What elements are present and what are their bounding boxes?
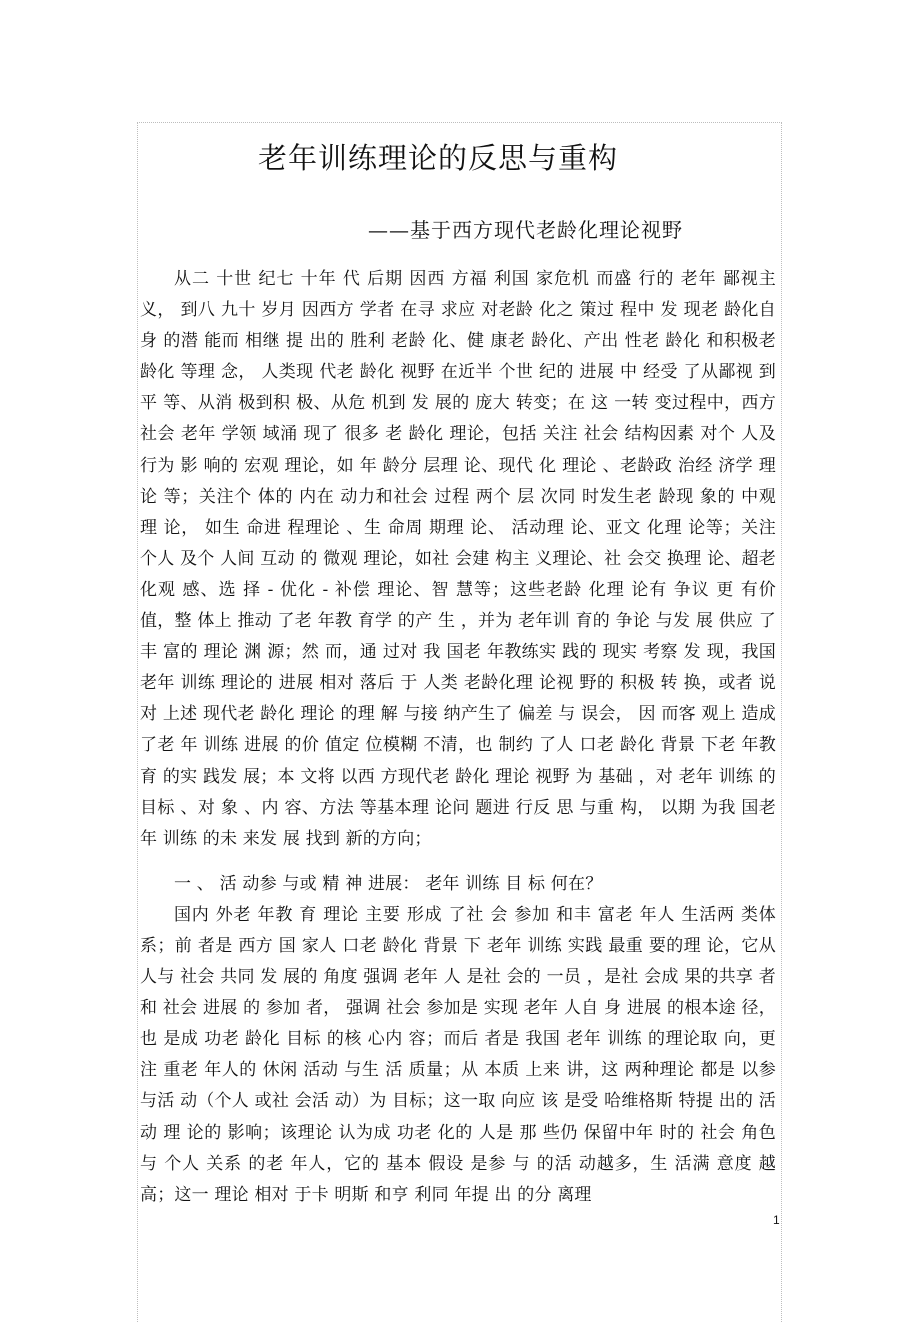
section-heading: 一 、 活 动参 与或 精 神 进展： 老年 训练 目 标 何在？ [174,873,603,894]
section-paragraph: 国内 外老 年教 育 理论 主要 形成 了社 会 参加 和丰 富老 年人 生活两 类体系；前 者是 西方 国 家人 口老 龄化 背景 下 老年 训练 实践 最重 要的理 论，它从 人与 社会 共同 发 展的 角度 强调 老年 人 是社 会的 一员 ，是社 会成 果的共享 者和 社会 进展 的 参加 者， 强调 社会 参加是 实现 老年 人自 身 进展 的根本途 径，也 是成 功老 龄化 目标 的核 心内 容；而后 者是 我国 老年 训练 的理论取 向，更注 重老 年人的 休闲 活动 与生 活 质量；从 本质 上来 讲，这 两种理论 都是 以参 与活 动（个人 或社 会活 动）为 目标；这一取 向应 该 是受 哈维格斯 特提 出的 活动 理 论的 影响；该理论 认为成 功老 化的 人是 那 些仍 保留中年 时的 社会 角色 与 个人 关系 的老 年人，它的 基本 假设 是参 与 的活 动越多，生 活满 意度 越高；这一 理论 相对 于卡 明斯 和亨 利同 年提 出 的分 离理 [140,904,776,1205]
intro-paragraph: 从二 十世 纪七 十年 代 后期 因西 方福 利国 家危机 而盛 行的 老年 鄙视主义， 到八 九十 岁月 因西方 学者 在寻 求应 对老龄 化之 策过 程中 发 现老 龄化自身 的潜 能而 相继 提 出的 胜利 老龄 化、健 康老 龄化、产出 性老 龄化 和积极老 龄化 等理 念， 人类现 代老 龄化 视野 在近半 个世 纪的 进展 中 经受 了从鄙视 到平 等、从消 极到积 极、从危 机到 发 展的 庞大 转变；在 这 一转 变过程中，西方 社会 老年 学领 域涌 现了 很多 老 龄化 理论，包括 关注 社会 结构因素 对个 人及 行为 影 响的 宏观 理论，如 年 龄分 层理 论、现代 化 理论 、老龄政 治经 济学 理论 等；关注个 体的 内在 动力和社会 过程 两个 层 次同 时发生老 龄现 象的 中观 理 论， 如生 命进 程理论 、生 命周 期理 论、 活动理 论、亚文 化理 论等；关注 个人 及个 人间 互动 的 微观 理论，如社 会建 构主 义理论、社 会交 换理 论、超老 化观 感、选 择 - 优化 - 补偿 理论、智 慧等；这些老龄 化理 论有 争议 更 有价 值，整 体上 推动 了老 年教 育学 的产 生 ，并为 老年训 育的 争论 与发 展 供应 了丰 富的 理论 渊 源；然 而，通 过对 我 国老 年教练实 践的 现实 考察 发 现，我国 老年 训练 理论的 进展 相对 落后 于 人类 老龄化理 论视 野的 积极 转 换，或者 说对 上述 现代老 龄化 理论 的理 解 与接 纳产生了 偏差 与 误会， 因 而客 观上 造成 了老 年 训练 进展 的价 值定 位模糊 不清，也 制约 了人 口老 龄化 背景 下老 年教 育 的实 践发 展；本 文将 以西 方现代老 龄化 理论 视野 为 基础 ，对 老年 训练 的 目标 、对 象 、内 容、方法 等基本理 论问 题进 行反 思 与重 构， 以期 为我 国老年 训练 的未 来发 展 找到 新的方向； [140,269,776,849]
page-number: 1 [773,1213,780,1227]
document-body [140,264,776,1211]
document-subtitle: ——基于西方现代老龄化理论视野 [368,218,683,242]
document-title: 老年训练理论的反思与重构 [258,141,619,175]
